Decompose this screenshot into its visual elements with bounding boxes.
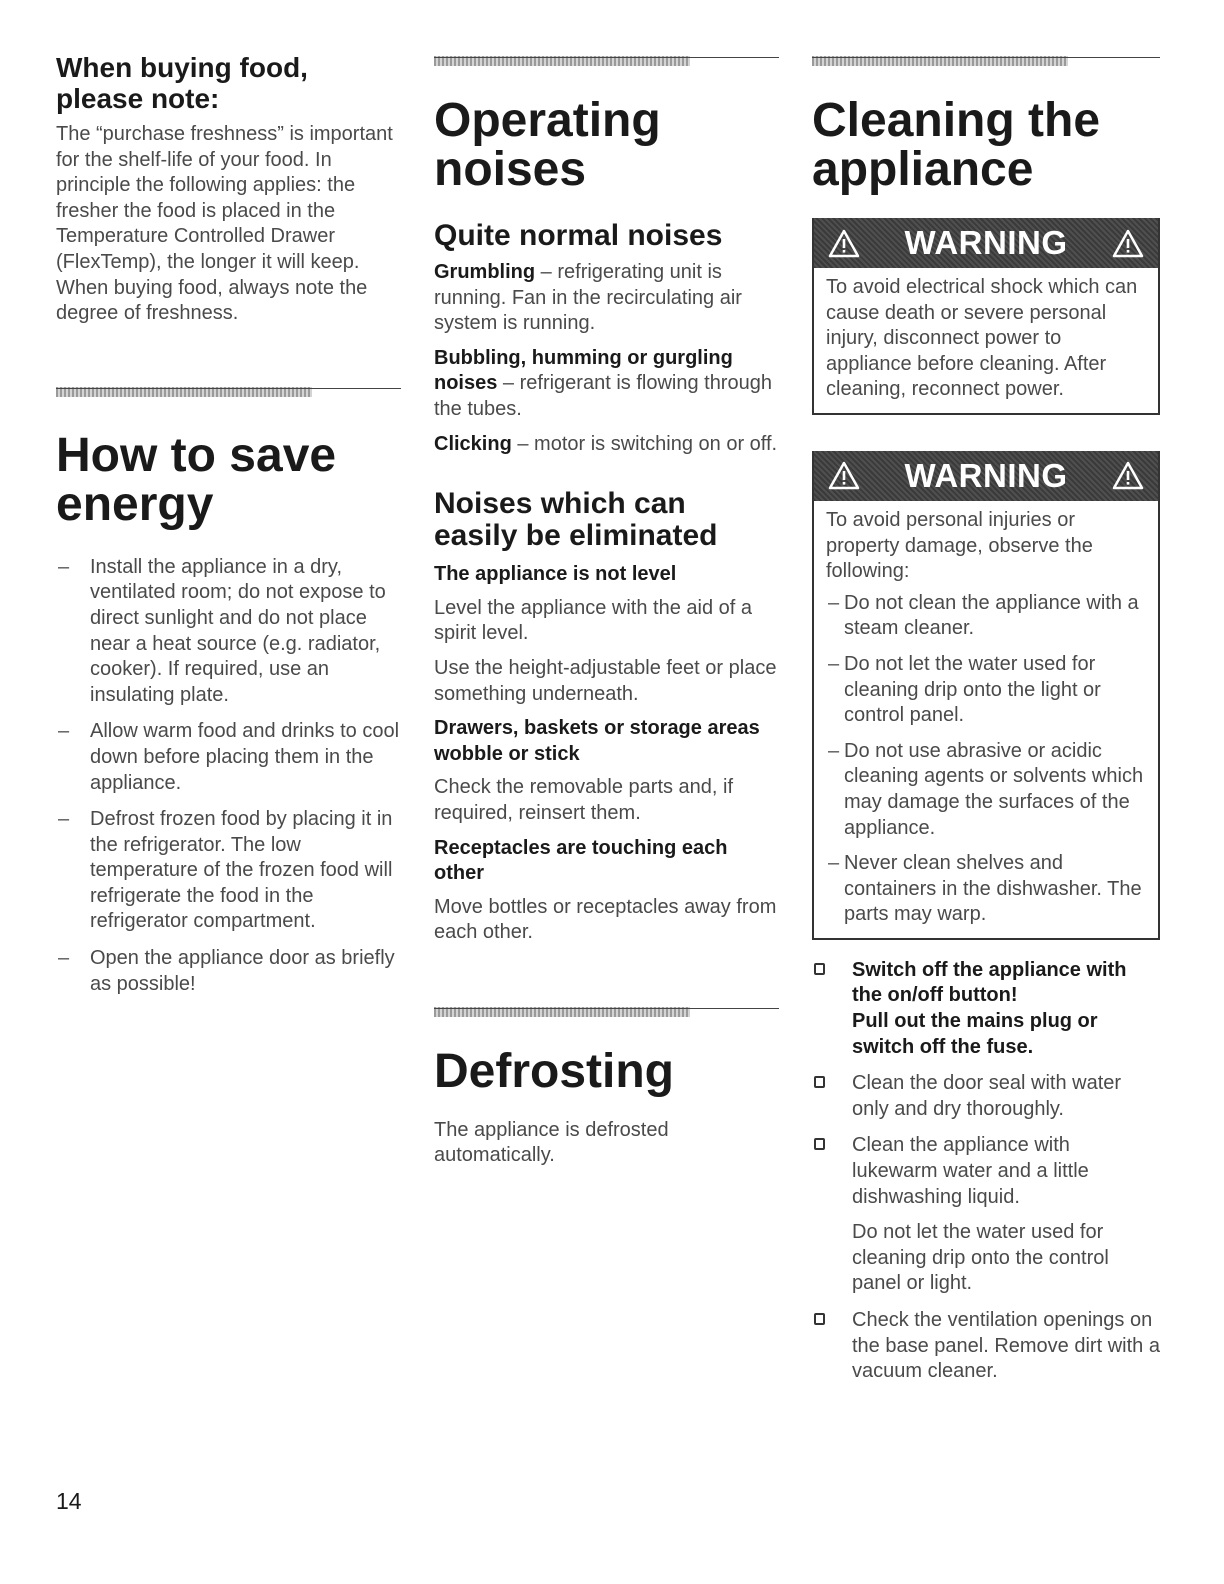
section-divider [434, 1007, 779, 1017]
normal-noises-heading: Quite normal noises [434, 219, 723, 252]
list-item: – Install the appliance in a dry, ventilated room; do not expose to direct sunlight and do not place near a heat source (e.g. radiator, cooker). If required, use an insulating plate. [58, 555, 386, 706]
noise-item: Bubbling, humming or gurgling noises – refrigerant is flowing through the tubes. [434, 346, 772, 420]
dash-bullet: – [58, 720, 70, 743]
eliminated-noises-heading: Noises which can easily be eliminated [434, 487, 718, 553]
list-item: Clean the door seal with water only and dry thoroughly. [812, 1071, 1160, 1122]
checkbox-icon [814, 1076, 825, 1088]
list-item: Switch off the appliance with the on/off button! Pull out the mains plug or switch off the fuse. [812, 958, 1160, 1060]
defrosting-text: The appliance is defrosted automatically. [434, 1118, 669, 1167]
warning-box-injury [812, 451, 1160, 940]
noise-item: Grumbling – refrigerating unit is running. Fan in the recirculating air system is running. [434, 261, 742, 335]
checkbox-icon [814, 1313, 825, 1325]
list-item: Clean the appliance with lukewarm water and a little dishwashing liquid. Do not let the water used for cleaning drip onto the control panel or light. [812, 1133, 1160, 1297]
list-item: – Do not let the water used for cleaning drip onto the light or control panel. [828, 652, 1101, 727]
list-item: – Defrost frozen food by placing it in the refrigerator. The low temperature of the frozen food will refrigerate the food in the refrigerator compartment. [58, 808, 393, 933]
dash-bullet: – [58, 947, 70, 970]
level-heading: The appliance is not level [434, 563, 677, 586]
list-item: – Do not use abrasive or acidic cleaning agents or solvents which may damage the surfaces of the appliance. [828, 739, 1144, 839]
level-text: Level the appliance with the aid of a spirit level. [434, 596, 752, 645]
column-left [56, 52, 401, 1008]
section-divider [434, 56, 779, 66]
warning-triangle-icon [1112, 461, 1144, 490]
warning-triangle-icon [1112, 229, 1144, 258]
receptacles-heading: Receptacles are touching each other [434, 836, 728, 885]
energy-heading: How to save energy [56, 428, 337, 531]
warning-triangle-icon [828, 461, 860, 490]
dash-bullet: – [58, 555, 70, 578]
warning-label: WARNING [904, 456, 1068, 494]
drawers-heading: Drawers, baskets or storage areas wobble or stick [434, 717, 760, 765]
noise-item: Clicking – motor is switching on or off. [434, 432, 778, 455]
list-item: – Allow warm food and drinks to cool down before placing them in the appliance. [58, 720, 400, 794]
list-item: – Open the appliance door as briefly as possible! [58, 947, 395, 995]
warning-label: WARNING [904, 224, 1068, 261]
section-divider [812, 56, 1160, 66]
defrosting-heading: Defrosting [434, 1044, 674, 1098]
checkbox-icon [814, 963, 825, 975]
warning-header [814, 218, 1158, 268]
buying-text: The “purchase freshness” is important for the shelf-life of your food. In principle the following applies: the fresher the food is placed in the Temperature Controlled Drawer (FlexTemp), the longer it will keep. When buying food, always note the degree of freshness. [56, 123, 393, 325]
dash-bullet: – [58, 808, 70, 831]
warning-header [814, 451, 1158, 501]
warning-triangle-icon [828, 229, 860, 258]
level-text: Use the height-adjustable feet or place something underneath. [434, 656, 777, 705]
warning-text: To avoid electrical shock which can cause death or severe personal injury, disconnect power to appliance before cleaning. After cleaning, reconnect power. [826, 276, 1138, 401]
warning-list [826, 591, 1146, 928]
list-item: – Never clean shelves and containers in the dishwasher. The parts may warp. [828, 852, 1142, 926]
list-item: Check the ventilation openings on the base panel. Remove dirt with a vacuum cleaner. [812, 1308, 1160, 1385]
page-number: 14 [56, 1488, 82, 1514]
column-middle [434, 56, 779, 1169]
column-right [812, 56, 1160, 1396]
checkbox-icon [814, 1138, 825, 1150]
energy-tips-list [56, 555, 401, 998]
noises-heading: Operating noises [434, 94, 661, 196]
warning-intro: To avoid personal injuries or property damage, observe the following: [826, 508, 1093, 583]
buying-heading: When buying food, please note: [56, 52, 308, 114]
warning-box-electrical [812, 218, 1160, 415]
section-divider [56, 387, 401, 397]
cleaning-heading: Cleaning the appliance [812, 94, 1101, 196]
warning-body [814, 501, 1158, 938]
drawers-text: Check the removable parts and, if required, reinsert them. [434, 776, 734, 824]
receptacles-text: Move bottles or receptacles away from each other. [434, 895, 777, 944]
list-item: – Do not clean the appliance with a steam cleaner. [828, 591, 1139, 640]
cleaning-steps-list [812, 958, 1160, 1385]
